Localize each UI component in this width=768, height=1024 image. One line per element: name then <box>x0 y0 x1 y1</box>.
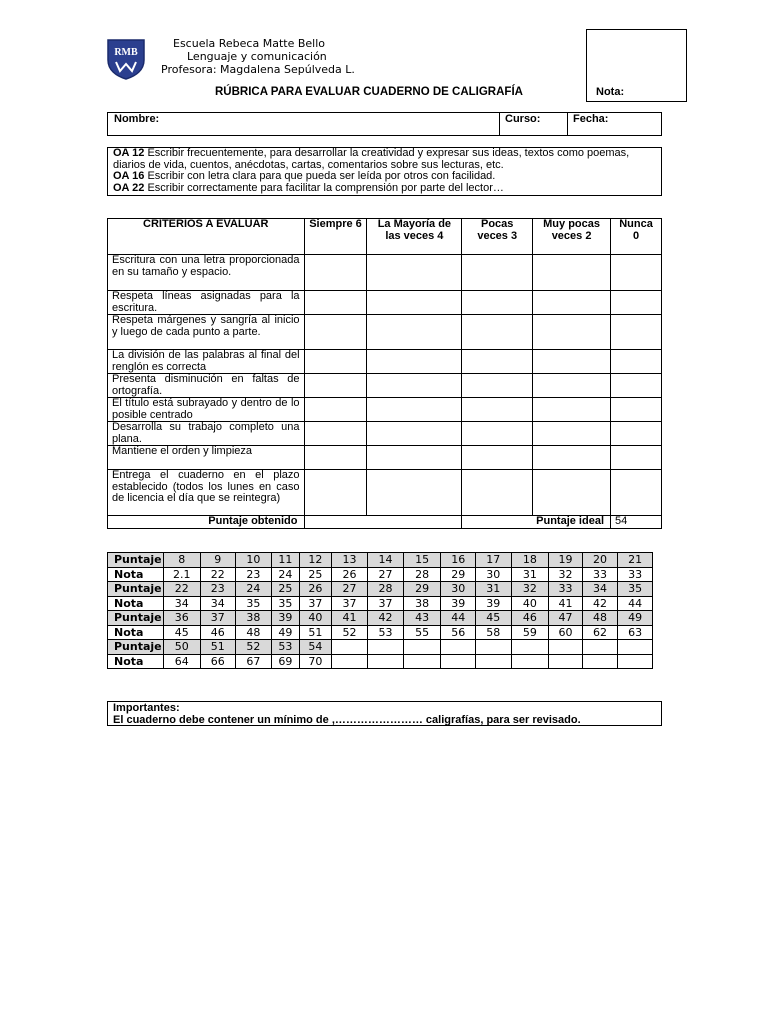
score-cell <box>368 640 404 655</box>
ideal-score-label: Puntaje ideal <box>462 516 611 529</box>
criterion-row <box>108 398 662 422</box>
level-header: Muy pocas veces 2 <box>533 219 611 255</box>
score-cell: 52 <box>236 640 272 655</box>
score-cell: 37 <box>300 596 332 611</box>
score-cell: 41 <box>331 611 368 626</box>
score-table-row <box>108 553 653 568</box>
score-cell: 13 <box>331 553 368 568</box>
score-cell <box>582 640 618 655</box>
score-summary-row <box>108 516 662 529</box>
score-cell: 24 <box>271 567 299 582</box>
score-table-row <box>108 567 653 582</box>
score-cell: 39 <box>441 596 476 611</box>
score-cell: 54 <box>300 640 332 655</box>
score-cell: 33 <box>582 567 618 582</box>
page-title: RÚBRICA PARA EVALUAR CUADERNO DE CALIGRAFÍA <box>215 86 523 98</box>
criterion-row <box>108 255 662 291</box>
level-header: Pocas veces 3 <box>462 219 533 255</box>
criterion-row <box>108 470 662 516</box>
score-cell: 45 <box>476 611 512 626</box>
score-cell: 35 <box>271 596 299 611</box>
score-cell: 31 <box>476 582 512 597</box>
obtained-score-cell <box>304 516 462 529</box>
score-cell: 22 <box>200 567 236 582</box>
score-cell: 20 <box>582 553 618 568</box>
school-name: Escuela Rebeca Matte Bello <box>173 37 325 50</box>
subject-name: Lenguaje y comunicación <box>187 50 327 63</box>
ideal-score-value: 54 <box>611 516 662 529</box>
score-cell: 14 <box>368 553 404 568</box>
score-cell <box>511 640 549 655</box>
score-cell: 28 <box>403 567 441 582</box>
school-logo <box>106 38 146 78</box>
date-label: Fecha: <box>573 113 609 125</box>
obtained-score-label: Puntaje obtenido <box>108 516 305 529</box>
score-cell: 38 <box>403 596 441 611</box>
level-header: Nunca 0 <box>611 219 662 255</box>
criterion-row <box>108 350 662 374</box>
score-cell: 26 <box>331 567 368 582</box>
score-cell <box>618 640 653 655</box>
score-cell <box>331 640 368 655</box>
score-table-row <box>108 625 653 640</box>
score-row-label: Nota <box>108 567 164 582</box>
score-cell: 51 <box>200 640 236 655</box>
score-cell: 25 <box>300 567 332 582</box>
score-table-row <box>108 611 653 626</box>
rubric-table <box>107 218 662 529</box>
score-cell: 9 <box>200 553 236 568</box>
student-info-row <box>107 112 662 136</box>
score-cell <box>331 654 368 669</box>
criterion-row <box>108 446 662 470</box>
criteria-header: CRITERIOS A EVALUAR <box>108 219 305 255</box>
score-cell: 44 <box>618 596 653 611</box>
score-cell: 34 <box>200 596 236 611</box>
score-cell <box>511 654 549 669</box>
score-cell: 2.1 <box>163 567 200 582</box>
score-table-row <box>108 640 653 655</box>
score-cell: 8 <box>163 553 200 568</box>
score-table-row <box>108 654 653 669</box>
score-cell: 15 <box>403 553 441 568</box>
score-cell: 26 <box>300 582 332 597</box>
score-cell: 69 <box>271 654 299 669</box>
criterion-text: El título está subrayado y dentro de lo posible centrado <box>108 398 305 422</box>
score-cell: 33 <box>618 567 653 582</box>
objective: OA 12 Escribir frecuentemente, para desarrollar la creatividad y expresar sus ideas, textos como poemas, diarios de vida, cuentos, anécdotas, cartas, comentarios sobre sus lecturas, etc. <box>113 147 630 171</box>
score-cell: 37 <box>331 596 368 611</box>
score-cell: 59 <box>511 625 549 640</box>
teacher-name: Profesora: Magdalena Sepúlveda L. <box>161 63 355 76</box>
score-cell: 21 <box>618 553 653 568</box>
score-cell: 50 <box>163 640 200 655</box>
score-cell: 29 <box>403 582 441 597</box>
score-cell: 49 <box>618 611 653 626</box>
score-cell <box>368 654 404 669</box>
criterion-row <box>108 315 662 350</box>
score-cell: 55 <box>403 625 441 640</box>
score-cell: 36 <box>163 611 200 626</box>
score-table-row <box>108 582 653 597</box>
important-title: Importantes: <box>113 702 180 714</box>
score-cell: 44 <box>441 611 476 626</box>
score-cell: 60 <box>549 625 583 640</box>
grade-label: Nota: <box>596 86 625 98</box>
objective: OA 16 Escribir con letra clara para que pueda ser leída por otros con facilidad. <box>113 170 496 182</box>
criterion-text: Entrega el cuaderno en el plazo establecido (todos los lunes en caso de licencia el día que se reintegra) <box>108 470 305 516</box>
score-cell: 43 <box>403 611 441 626</box>
score-cell: 37 <box>368 596 404 611</box>
score-cell <box>549 640 583 655</box>
score-cell: 40 <box>511 596 549 611</box>
score-cell <box>441 640 476 655</box>
level-header: La Mayoría de las veces 4 <box>367 219 462 255</box>
criterion-text: Respeta líneas asignadas para la escritura. <box>108 291 305 315</box>
criterion-row <box>108 374 662 398</box>
score-cell <box>549 654 583 669</box>
score-cell <box>441 654 476 669</box>
score-cell: 62 <box>582 625 618 640</box>
score-cell: 56 <box>441 625 476 640</box>
score-row-label: Puntaje <box>108 611 164 626</box>
criterion-row <box>108 422 662 446</box>
score-cell: 70 <box>300 654 332 669</box>
score-cell: 30 <box>441 582 476 597</box>
score-row-label: Puntaje <box>108 553 164 568</box>
score-cell: 47 <box>549 611 583 626</box>
score-cell: 23 <box>236 567 272 582</box>
score-cell: 63 <box>618 625 653 640</box>
criterion-text: Desarrolla su trabajo completo una plana. <box>108 422 305 446</box>
score-cell: 51 <box>300 625 332 640</box>
score-cell: 30 <box>476 567 512 582</box>
score-cell: 39 <box>271 611 299 626</box>
score-cell: 48 <box>236 625 272 640</box>
score-cell: 29 <box>441 567 476 582</box>
learning-objectives <box>107 147 662 196</box>
score-row-label: Nota <box>108 625 164 640</box>
score-cell: 37 <box>200 611 236 626</box>
score-cell: 34 <box>163 596 200 611</box>
criterion-row <box>108 291 662 315</box>
score-cell: 19 <box>549 553 583 568</box>
score-cell: 17 <box>476 553 512 568</box>
score-cell: 31 <box>511 567 549 582</box>
svg-text:RMB: RMB <box>114 47 138 58</box>
objective: OA 22 Escribir correctamente para facilitar la comprensión por parte del lector… <box>113 181 504 194</box>
score-cell: 39 <box>476 596 512 611</box>
score-cell: 45 <box>163 625 200 640</box>
criterion-text: Mantiene el orden y limpieza <box>108 446 305 470</box>
important-note <box>107 701 662 726</box>
name-label: Nombre: <box>114 113 160 125</box>
score-cell: 53 <box>368 625 404 640</box>
score-cell: 27 <box>331 582 368 597</box>
score-cell <box>476 654 512 669</box>
score-cell: 64 <box>163 654 200 669</box>
score-cell: 53 <box>271 640 299 655</box>
score-cell: 27 <box>368 567 404 582</box>
score-cell: 49 <box>271 625 299 640</box>
score-cell: 11 <box>271 553 299 568</box>
score-conversion-table <box>107 552 653 669</box>
score-row-label: Nota <box>108 596 164 611</box>
score-cell: 38 <box>236 611 272 626</box>
score-cell: 33 <box>549 582 583 597</box>
score-cell <box>403 654 441 669</box>
score-cell: 48 <box>582 611 618 626</box>
important-text: El cuaderno debe contener un mínimo de ,…………………… caligrafías, para ser revisado. <box>113 714 581 726</box>
score-cell <box>582 654 618 669</box>
score-cell: 35 <box>618 582 653 597</box>
score-cell: 10 <box>236 553 272 568</box>
score-cell: 24 <box>236 582 272 597</box>
score-row-label: Nota <box>108 654 164 669</box>
score-row-label: Puntaje <box>108 582 164 597</box>
score-cell: 34 <box>582 582 618 597</box>
rubric-header-row <box>108 219 662 255</box>
score-cell: 66 <box>200 654 236 669</box>
score-row-label: Puntaje <box>108 640 164 655</box>
score-cell: 28 <box>368 582 404 597</box>
score-cell: 12 <box>300 553 332 568</box>
score-cell: 42 <box>582 596 618 611</box>
score-cell: 16 <box>441 553 476 568</box>
score-cell: 41 <box>549 596 583 611</box>
score-cell: 25 <box>271 582 299 597</box>
score-cell: 46 <box>511 611 549 626</box>
score-cell: 40 <box>300 611 332 626</box>
score-cell <box>403 640 441 655</box>
score-cell: 23 <box>200 582 236 597</box>
score-cell: 46 <box>200 625 236 640</box>
criterion-text: Presenta disminución en faltas de ortografía. <box>108 374 305 398</box>
score-cell: 18 <box>511 553 549 568</box>
course-label: Curso: <box>505 113 541 125</box>
criterion-text: Respeta márgenes y sangría al inicio y luego de cada punto a parte. <box>108 315 305 350</box>
score-cell: 22 <box>163 582 200 597</box>
score-cell <box>476 640 512 655</box>
score-cell: 58 <box>476 625 512 640</box>
criterion-text: Escritura con una letra proporcionada en su tamaño y espacio. <box>108 255 305 291</box>
score-cell: 32 <box>549 567 583 582</box>
score-cell: 67 <box>236 654 272 669</box>
level-header: Siempre 6 <box>304 219 367 255</box>
score-cell <box>618 654 653 669</box>
score-cell: 52 <box>331 625 368 640</box>
score-table-row <box>108 596 653 611</box>
score-cell: 35 <box>236 596 272 611</box>
score-cell: 42 <box>368 611 404 626</box>
criterion-text: La división de las palabras al final del renglón es correcta <box>108 350 305 374</box>
score-cell: 32 <box>511 582 549 597</box>
